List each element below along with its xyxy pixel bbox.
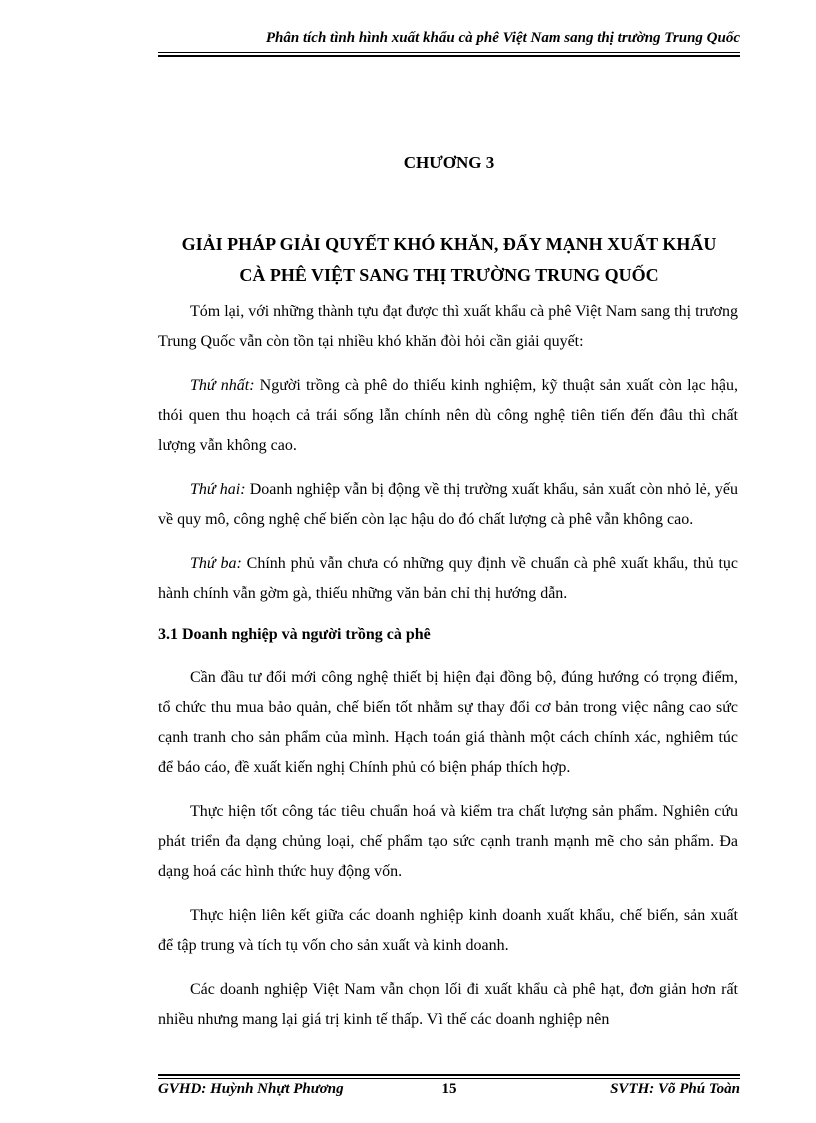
document-body xyxy=(158,297,738,1049)
chapter-label: CHƯƠNG 3 xyxy=(403,153,495,172)
footer-rule-thick xyxy=(158,1074,740,1076)
intro-paragraph: Tóm lại, với những thành tựu đạt được thì xuất khẩu cà phê Việt Nam sang thị trương Trung Quốc vẫn còn tồn tại nhiều khó khăn đòi hỏi cần giải quyết: xyxy=(158,303,738,350)
difficulty-second-lead: Thứ hai: xyxy=(190,481,246,498)
difficulty-first-text: Người trồng cà phê do thiếu kinh nghiệm, kỹ thuật sản xuất còn lạc hậu, thói quen thu hoạch cả trái sống lẫn chính nên dù công nghệ tiên tiến đến đâu thì chất lượng vẫn không cao. xyxy=(158,377,739,454)
chapter-title-line-1: GIẢI PHÁP GIẢI QUYẾT KHÓ KHĂN, ĐẨY MẠNH XUẤT KHẨU xyxy=(181,234,717,254)
footer-advisor: GVHD: Huỳnh Nhựt Phương xyxy=(158,1081,344,1097)
page-number: 15 xyxy=(441,1081,457,1097)
header-rule-thin xyxy=(158,52,740,53)
difficulty-second-text: Doanh nghiệp vẫn bị động về thị trường xuất khẩu, sản xuất còn nhỏ lẻ, yếu về quy mô, công nghệ chế biến còn lạc hậu do đó chất lượng cà phê vẫn không cao. xyxy=(158,481,738,528)
section-3-1-paragraph-4: Các doanh nghiệp Việt Nam vẫn chọn lối đi xuất khẩu cà phê hạt, đơn giản hơn rất nhiều nhưng mang lại giá trị kinh tế thấp. Vì thế các doanh nghiệp nên xyxy=(158,981,738,1028)
difficulty-first-paragraph xyxy=(158,371,738,461)
section-3-1-paragraph-1: Cần đầu tư đổi mới công nghệ thiết bị hiện đại đồng bộ, đúng hướng có trọng điểm, tổ chức thu mua bảo quản, chế biến tốt nhằm sự thay đổi cơ bản trong việc nâng cao sức cạnh tranh cho sản phẩm của mình. Hạch toán giá thành một cách chính xác, nghiêm túc để báo cáo, đề xuất kiến nghị Chính phủ có biện pháp thích hợp. xyxy=(158,669,738,776)
chapter-title-line-2: CÀ PHÊ VIỆT SANG THỊ TRƯỜNG TRUNG QUỐC xyxy=(239,265,659,285)
difficulty-first-lead: Thứ nhất: xyxy=(190,377,255,394)
difficulty-third-lead: Thứ ba: xyxy=(190,555,242,572)
header-rule-thick xyxy=(158,55,740,57)
running-header: Phân tích tình hình xuất khẩu cà phê Việt Nam sang thị trường Trung Quốc xyxy=(265,30,740,46)
section-3-1-paragraph-2: Thực hiện tốt công tác tiêu chuẩn hoá và kiểm tra chất lượng sản phẩm. Nghiên cứu phát triển đa dạng chủng loại, chế phẩm tạo sức cạnh tranh mạnh mẽ cho sản phẩm. Đa dạng hoá các hình thức huy động vốn. xyxy=(158,803,738,880)
difficulty-third-paragraph xyxy=(158,549,738,609)
section-3-1-paragraph-3: Thực hiện liên kết giữa các doanh nghiệp kinh doanh xuất khẩu, chế biến, sản xuất để tập trung và tích tụ vốn cho sản xuất và kinh doanh. xyxy=(158,907,738,954)
page-footer xyxy=(158,1081,740,1101)
chapter-title xyxy=(158,229,740,291)
difficulty-third-text: Chính phủ vẫn chưa có những quy định về chuẩn cà phê xuất khẩu, thủ tục hành chính vẫn gờm gà, thiếu những văn bản chỉ thị hướng dẫn. xyxy=(158,555,739,602)
difficulty-second-paragraph xyxy=(158,475,738,535)
section-heading-3-1: 3.1 Doanh nghiệp và người trồng cà phê xyxy=(158,626,431,643)
footer-rule-thin xyxy=(158,1078,740,1079)
footer-student: SVTH: Võ Phú Toàn xyxy=(610,1081,740,1097)
